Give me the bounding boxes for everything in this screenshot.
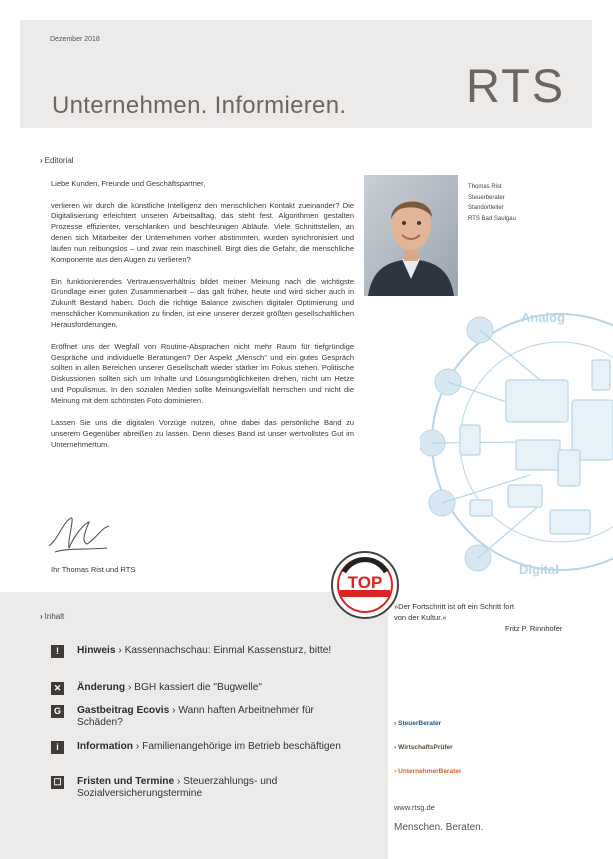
toc-item[interactable]: i Information › Familienangehörige im Betrieb beschäftigen [51,741,351,769]
analog-label: Analog [521,310,566,325]
editorial-paragraph: verlieren wir durch die künstliche Intelligenz den menschlichen Kontakt zueinander? Die Digitalisierung erleichtert unseren Arbeitsalltag, das steht fest. Algorithmen gestalten Prozesse effizienter, verschlanken und beschleunigen Abläufe. Viele Schnittstellen, an denen sich Mitarbeiter der Unternehmen vorher abstimmten, wurden synchronisiert und laufen nun reibungslos – und zwar rein maschinell. Birgt dies die Gefahr, die menschliche Komponente aus den Augen zu verlieren? [51,200,354,265]
analog-digital-illustration [420,300,613,600]
chevron-right-icon: › [40,156,43,165]
toc-item[interactable]: ☐ Fristen und Termine › Steuerzahlungs- und Sozialversicherungstermine [51,776,351,804]
chevron-right-icon: › [40,612,43,621]
service-steuerberater: › SteuerBerater [394,720,442,727]
tagline: Unternehmen. Informieren. [52,92,347,119]
toc-item[interactable]: ! Hinweis › Kassennachschau: Einmal Kassensturz, bitte! [51,645,351,673]
quote-line: »Der Fortschritt ist oft ein Schritt fort [394,602,515,611]
chevron-right-icon: › [394,744,397,751]
toc-item-text: Steuerzahlungs- und Sozialversicherungstermine [77,776,278,799]
toc-item-title: Gastbeitrag Ecovis [77,705,170,716]
toc-item-text: Kassennachschau: Einmal Kassensturz, bitte! [124,645,332,656]
toc-item-title: Hinweis [77,645,116,656]
badge-text: TOP [347,573,383,592]
toc-item-title: Information [77,741,134,752]
top-award-badge [330,550,400,620]
rts-logo: RTS [466,59,566,112]
editorial-body [51,179,354,461]
quote-author: Fritz P. Rinnhofer [505,624,563,633]
editorial-paragraph: Eröffnet uns der Wegfall von Routine-Absprachen nicht mehr Raum für tiefgründige Gespräche und individuelle Beratungen? Der Aspekt „Mensch" und ein gutes Gespräch sollten in allen Bereichen unserer Gesellschaft wieder stärker im Fokus stehen. Politische Diskussionen sollten sich um Inhalte und Lösungsmöglichkeiten drehen, nicht um Hetze und Populismus. In den sozialen Medien sollte Meinungsvielfalt herrschen und nicht die Meinung mit dem schönsten Foto dominieren. [51,341,354,406]
toc-item-text: BGH kassiert die "Bugwelle" [134,682,263,693]
sign-off: Ihr Thomas Rist und RTS [51,565,136,574]
author-photo [364,175,458,296]
author-caption [468,182,516,224]
toc-item-text: Familienangehörige im Betrieb beschäftigen [142,741,341,752]
calendar-icon: ☐ [51,776,64,789]
toc-item[interactable]: ✕ Änderung › BGH kassiert die "Bugwelle" [51,682,351,696]
guest-article-icon: G [51,705,64,718]
slogan: Menschen. Beraten. [394,822,484,833]
exclamation-icon: ! [51,645,64,658]
author-location: RTS Bad Saulgau [468,215,516,222]
contents-section-label: › Inhalt [40,612,65,621]
author-role: Steuerberater [468,194,505,201]
toc-item-text: Wann haften Arbeitnehmer für Schäden? [77,705,314,728]
chevron-right-icon: › [394,768,397,775]
cross-icon: ✕ [51,682,64,695]
info-icon: i [51,741,64,754]
editorial-section-label: › Editorial [40,156,74,165]
quote [394,601,514,623]
toc-item-title: Fristen und Termine [77,776,175,787]
website-link[interactable]: www.rtsg.de [394,803,435,812]
service-wirtschaftspruefer: › WirtschaftsPrüfer [394,744,453,751]
service-unternehmerberater: › UnternehmerBerater [394,768,462,775]
toc-item[interactable]: G Gastbeitrag Ecovis › Wann haften Arbeitnehmer für Schäden? [51,705,351,733]
editorial-paragraph: Ein funktionierendes Vertrauensverhältnis bildet meiner Meinung nach die wichtigste Grundlage einer guten Zusammenarbeit – das galt früher, heute und wird sicher auch in Zukunft Bestand haben. Doch die richtige Balance zwischen digitaler Optimierung und menschlicher Kommunikation zu finden, ist eine unserer derzeit größten gesellschaftlichen Herausforderungen. [51,276,354,330]
handwritten-signature [45,508,115,560]
toc-item-title: Änderung [77,682,126,693]
chevron-right-icon: › [394,720,397,727]
salutation: Liebe Kunden, Freunde und Geschäftspartner, [51,179,206,188]
quote-line: von der Kultur.« [394,613,447,622]
author-role: Standortleiter [468,205,504,211]
author-name: Thomas Rist [468,184,502,190]
issue-date: Dezember 2018 [50,36,100,43]
digital-label: Digital [519,562,559,577]
editorial-paragraph: Lassen Sie uns die digitalen Vorzüge nutzen, ohne dabei das persönliche Band zu unserem Gegenüber abreißen zu lassen. Denn dieses Band ist unser wertvollstes Gut im Unternehmertum. [51,417,354,449]
